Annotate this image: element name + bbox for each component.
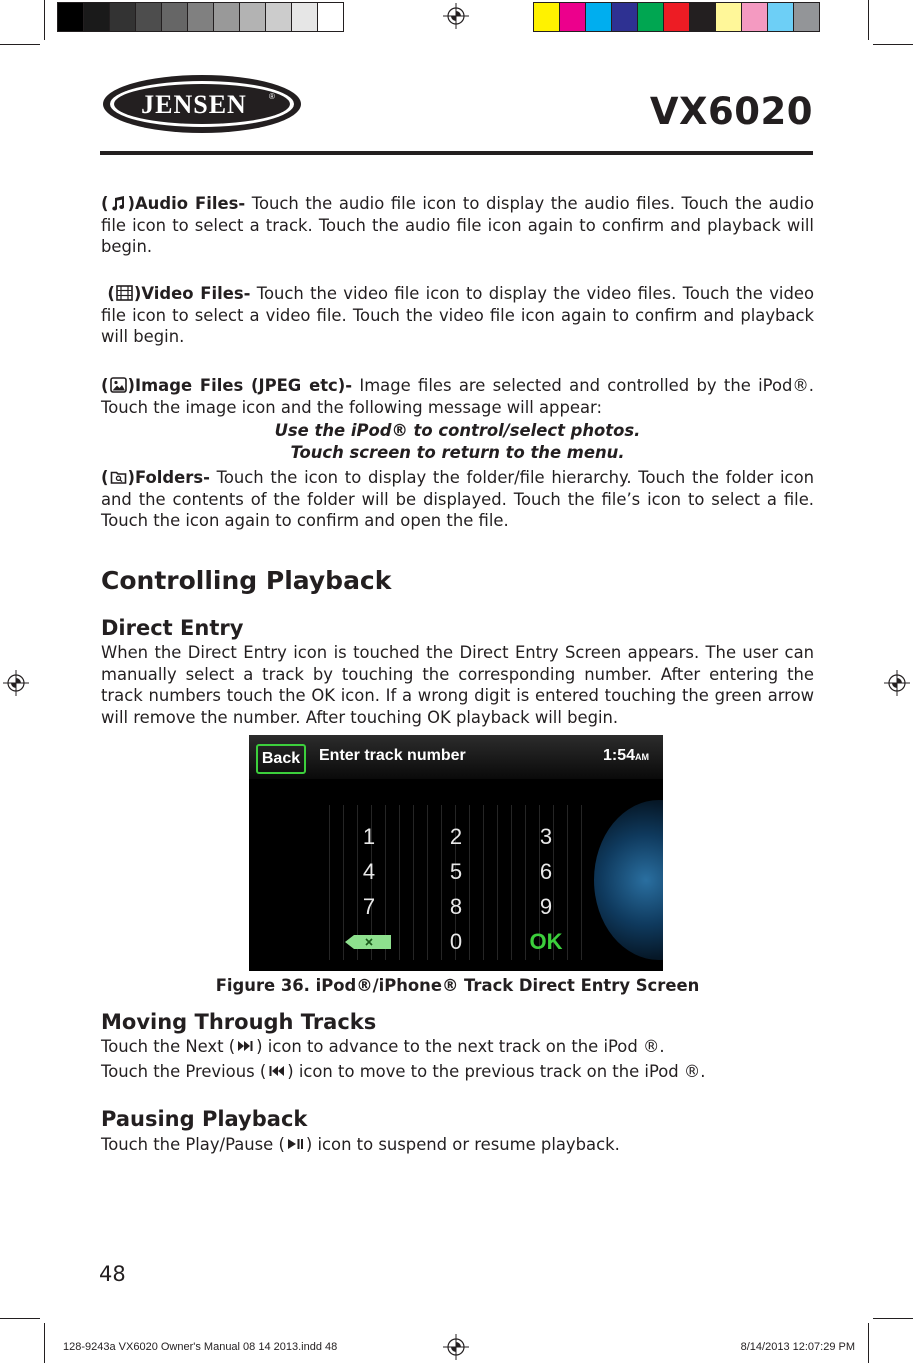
gray-swatch <box>318 3 343 31</box>
backspace-arrow-icon <box>345 935 391 949</box>
ok-button: OK <box>529 929 563 954</box>
color-swatch <box>586 3 612 31</box>
picture-icon <box>110 377 127 393</box>
keypad-key-5: 5 <box>449 859 463 884</box>
image-files-label: Image Files (JPEG etc)- <box>135 376 353 395</box>
folders-text: Touch the icon to display the folder/file hierarchy. Touch the folder icon and the contents of the folder will be displayed. Touch the file’s icon to select a file. Touch the icon again to confirm and open the file. <box>101 468 814 530</box>
previous-line-after: ) icon to move to the previous track on the iPod ®. <box>287 1062 706 1081</box>
crop-mark-bottom-left-h <box>0 1318 40 1319</box>
gray-swatch <box>240 3 266 31</box>
registration-mark-icon <box>884 670 910 696</box>
keypad-key-2: 2 <box>449 824 463 849</box>
message-line-2: Touch screen to return to the menu. <box>290 443 625 462</box>
gray-swatch <box>110 3 136 31</box>
folder-icon <box>110 469 127 485</box>
image-files-text: Image files are selected and controlled by the iPod®. Touch the image icon and the following message will appear: <box>101 376 814 417</box>
audio-files-text: Touch the audio file icon to display the audio files. Touch the audio file icon to select a track. Touch the audio file icon again to confirm and playback will begin. <box>101 194 815 256</box>
crop-mark-top-left-h <box>0 44 40 45</box>
gray-swatch <box>162 3 188 31</box>
folders-label: Folders- <box>135 468 210 487</box>
crop-mark-bottom-left-v <box>44 1323 45 1363</box>
gray-swatch <box>58 3 84 31</box>
registration-mark-icon <box>443 3 469 29</box>
clock-time: 1:54 <box>602 747 635 764</box>
crop-mark-bottom-right-h <box>873 1318 913 1319</box>
keypad-key-3: 3 <box>539 824 553 849</box>
jensen-logo <box>101 73 303 135</box>
next-line-after: ) icon to advance to the next track on the iPod ®. <box>256 1037 665 1056</box>
crop-mark-top-left-v <box>44 0 45 40</box>
previous-track-icon <box>267 1063 286 1079</box>
crop-mark-bottom-right-v <box>868 1323 869 1363</box>
play-pause-before: Touch the Play/Pause ( <box>101 1135 285 1154</box>
video-files-label: Video Files- <box>141 284 251 303</box>
keypad-key-6: 6 <box>539 859 553 884</box>
keypad-key-0: 0 <box>449 929 463 954</box>
gray-swatch <box>188 3 214 31</box>
screen-title: Enter track number <box>319 747 466 764</box>
crop-mark-top-right-v <box>868 0 869 40</box>
back-button: Back <box>256 744 306 774</box>
logo-wordmark: JENSEN <box>141 90 247 119</box>
registration-mark-icon <box>3 670 29 696</box>
film-icon <box>116 285 133 301</box>
moving-tracks-heading: Moving Through Tracks <box>101 1010 377 1034</box>
section-title: Controlling Playback <box>101 566 392 595</box>
print-slug-date: 8/14/2013 12:07:29 PM <box>740 1341 855 1353</box>
video-files-text: Touch the video file icon to display the video files. Touch the video file icon to select a video file. Touch the video file icon again to confirm and playback will begin. <box>101 284 814 346</box>
gray-swatch <box>84 3 110 31</box>
logo-registered-mark: ® <box>269 92 275 101</box>
image-files-paragraph: ( )Image Files (JPEG etc)- Image files are selected and controlled by the iPod®. Touch the image icon and the following message will appear: <box>101 376 814 417</box>
message-line-1: Use the iPod® to control/select photos. <box>274 421 641 440</box>
play-pause-icon <box>286 1136 305 1152</box>
color-swatch <box>716 3 742 31</box>
color-swatch <box>612 3 638 31</box>
audio-files-label: Audio Files- <box>135 194 246 213</box>
color-swatch <box>638 3 664 31</box>
direct-entry-text: When the Direct Entry icon is touched the Direct Entry Screen appears. The user can manually select a track by touching the corresponding number. After entering the track numbers touch the OK icon. If a wrong digit is entered touching the green arrow will remove the number. After touching OK playback will begin. <box>101 643 814 727</box>
next-track-line <box>101 1036 814 1058</box>
color-swatch <box>768 3 794 31</box>
color-swatch <box>742 3 768 31</box>
gray-swatch <box>136 3 162 31</box>
play-pause-after: ) icon to suspend or resume playback. <box>305 1135 620 1154</box>
screen-disc-graphic <box>594 800 663 960</box>
direct-entry-heading: Direct Entry <box>101 616 244 640</box>
color-swatch <box>534 3 560 31</box>
crop-mark-top-right-h <box>873 44 913 45</box>
keypad-key-1: 1 <box>362 824 376 849</box>
gray-calibration-bar <box>57 2 344 32</box>
audio-files-paragraph: ( )Audio Files- Touch the audio file icon to display the audio files. Touch the audio file icon to select a track. Touch the audio file icon again to confirm and playback will begin. <box>101 194 815 256</box>
page-number: 48 <box>99 1262 126 1286</box>
screen-clock <box>603 747 649 765</box>
color-swatch <box>794 3 819 31</box>
clock-suffix: AM <box>635 752 649 762</box>
print-slug-file: 128-9243a VX6020 Owner's Manual 08 14 2013.indd 48 <box>63 1341 338 1353</box>
keypad-key-7: 7 <box>362 894 376 919</box>
keypad-key-8: 8 <box>449 894 463 919</box>
gray-swatch <box>292 3 318 31</box>
keypad-key-9: 9 <box>539 894 553 919</box>
pausing-heading: Pausing Playback <box>101 1107 308 1131</box>
figure-caption: Figure 36. iPod®/iPhone® Track Direct Entry Screen <box>215 976 700 995</box>
gray-swatch <box>214 3 240 31</box>
registration-mark-icon <box>443 1334 469 1360</box>
color-calibration-bar <box>533 2 820 32</box>
next-line-before: Touch the Next ( <box>101 1037 236 1056</box>
previous-track-line <box>101 1061 814 1083</box>
track-entry-screen-figure <box>249 735 663 971</box>
play-pause-line <box>101 1134 814 1156</box>
color-swatch <box>560 3 586 31</box>
keypad-key-4: 4 <box>362 859 376 884</box>
folders-paragraph: ( )Folders- Touch the icon to display the folder/file hierarchy. Touch the folder icon and the contents of the folder will be displayed. Touch the file’s icon to select a file. Touch the icon again to confirm and open the file. <box>101 468 814 530</box>
model-number: VX6020 <box>649 90 813 133</box>
previous-line-before: Touch the Previous ( <box>101 1062 267 1081</box>
header-rule <box>100 151 813 155</box>
color-swatch <box>664 3 690 31</box>
next-track-icon <box>236 1038 255 1054</box>
music-note-icon <box>110 195 127 211</box>
color-swatch <box>690 3 716 31</box>
gray-swatch <box>266 3 292 31</box>
video-files-paragraph: ( )Video Files- Touch the video file icon to display the video files. Touch the video file icon to select a video file. Touch the video file icon again to confirm and playback will begin. <box>101 284 814 346</box>
